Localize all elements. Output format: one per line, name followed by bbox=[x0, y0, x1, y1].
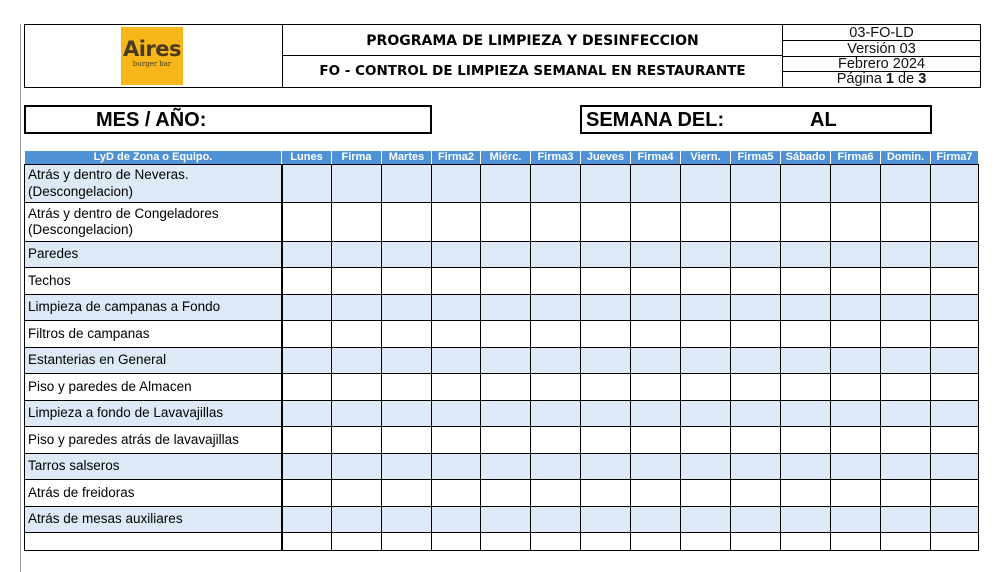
day-check-cell[interactable] bbox=[382, 203, 432, 242]
signature-cell[interactable] bbox=[731, 295, 781, 321]
zone-cell bbox=[25, 427, 282, 454]
signature-cell[interactable] bbox=[531, 203, 581, 242]
day-check-cell[interactable] bbox=[282, 165, 332, 203]
day-check-cell[interactable] bbox=[881, 321, 931, 348]
signature-cell[interactable] bbox=[631, 454, 681, 480]
document-subtitle: FO - CONTROL DE LIMPIEZA SEMANAL EN RESTAURANTE bbox=[319, 63, 746, 79]
day-check-cell[interactable] bbox=[282, 401, 332, 427]
day-check-cell[interactable] bbox=[681, 401, 731, 427]
signature-cell[interactable] bbox=[332, 203, 382, 242]
day-check-cell[interactable] bbox=[781, 203, 831, 242]
signature-cell[interactable] bbox=[731, 533, 781, 551]
day-check-cell[interactable] bbox=[481, 427, 531, 454]
day-check-cell[interactable] bbox=[481, 203, 531, 242]
signature-cell[interactable] bbox=[531, 242, 581, 268]
signature-cell[interactable] bbox=[931, 203, 979, 242]
table-row bbox=[25, 295, 979, 321]
signature-cell[interactable] bbox=[531, 374, 581, 401]
signature-cell[interactable] bbox=[631, 242, 681, 268]
day-check-cell[interactable] bbox=[481, 507, 531, 533]
day-check-cell[interactable] bbox=[382, 507, 432, 533]
column-header-3: Martes bbox=[382, 151, 432, 165]
day-check-cell[interactable] bbox=[282, 454, 332, 480]
day-check-cell[interactable] bbox=[382, 533, 432, 551]
day-check-cell[interactable] bbox=[581, 454, 631, 480]
logo-cell bbox=[25, 25, 283, 87]
document-code-cell bbox=[783, 25, 980, 87]
day-check-cell[interactable] bbox=[581, 427, 631, 454]
title-cell bbox=[283, 25, 783, 87]
signature-cell[interactable] bbox=[531, 454, 581, 480]
zone-cell bbox=[25, 295, 282, 321]
day-check-cell[interactable] bbox=[581, 268, 631, 295]
signature-cell[interactable] bbox=[432, 480, 481, 507]
day-check-cell[interactable] bbox=[781, 242, 831, 268]
day-check-cell[interactable] bbox=[382, 348, 432, 374]
column-header-4: Firma2 bbox=[432, 151, 481, 165]
signature-cell[interactable] bbox=[731, 348, 781, 374]
signature-cell[interactable] bbox=[332, 427, 382, 454]
zone-cell bbox=[25, 268, 282, 295]
day-check-cell[interactable] bbox=[581, 507, 631, 533]
day-check-cell[interactable] bbox=[581, 203, 631, 242]
column-header-1: Lunes bbox=[282, 151, 332, 165]
day-check-cell[interactable] bbox=[282, 533, 332, 551]
day-check-cell[interactable] bbox=[581, 348, 631, 374]
day-check-cell[interactable] bbox=[382, 242, 432, 268]
signature-cell[interactable] bbox=[432, 348, 481, 374]
signature-cell[interactable] bbox=[332, 242, 382, 268]
signature-cell[interactable] bbox=[531, 480, 581, 507]
column-header-10: Firma5 bbox=[731, 151, 781, 165]
signature-cell[interactable] bbox=[531, 295, 581, 321]
day-check-cell[interactable] bbox=[382, 295, 432, 321]
day-check-cell[interactable] bbox=[581, 480, 631, 507]
signature-cell[interactable] bbox=[831, 533, 881, 551]
signature-cell[interactable] bbox=[931, 268, 979, 295]
day-check-cell[interactable] bbox=[382, 480, 432, 507]
day-check-cell[interactable] bbox=[681, 268, 731, 295]
signature-cell[interactable] bbox=[631, 295, 681, 321]
signature-cell[interactable] bbox=[831, 507, 881, 533]
day-check-cell[interactable] bbox=[681, 203, 731, 242]
zone-cell bbox=[25, 165, 282, 203]
week-from-label: SEMANA DEL: bbox=[586, 109, 725, 131]
signature-cell[interactable] bbox=[831, 348, 881, 374]
day-check-cell[interactable] bbox=[481, 533, 531, 551]
day-check-cell[interactable] bbox=[282, 427, 332, 454]
day-check-cell[interactable] bbox=[282, 507, 332, 533]
signature-cell[interactable] bbox=[731, 321, 781, 348]
table-row bbox=[25, 268, 979, 295]
zone-cell bbox=[25, 321, 282, 348]
signature-cell[interactable] bbox=[631, 321, 681, 348]
signature-cell[interactable] bbox=[831, 268, 881, 295]
signature-cell[interactable] bbox=[332, 480, 382, 507]
signature-cell[interactable] bbox=[531, 321, 581, 348]
signature-cell[interactable] bbox=[631, 480, 681, 507]
signature-cell[interactable] bbox=[531, 348, 581, 374]
table-row bbox=[25, 427, 979, 454]
day-check-cell[interactable] bbox=[282, 480, 332, 507]
signature-cell[interactable] bbox=[831, 295, 881, 321]
day-check-cell[interactable] bbox=[681, 480, 731, 507]
signature-cell[interactable] bbox=[931, 427, 979, 454]
signature-cell[interactable] bbox=[931, 295, 979, 321]
day-check-cell[interactable] bbox=[681, 295, 731, 321]
signature-cell[interactable] bbox=[731, 401, 781, 427]
signature-cell[interactable] bbox=[631, 427, 681, 454]
signature-cell[interactable] bbox=[332, 321, 382, 348]
table-row bbox=[25, 348, 979, 374]
day-check-cell[interactable] bbox=[781, 295, 831, 321]
document-header bbox=[24, 24, 981, 88]
document-title: PROGRAMA DE LIMPIEZA Y DESINFECCION bbox=[283, 25, 782, 56]
zone-label: Paredes bbox=[28, 246, 79, 262]
zone-label-detail: (Descongelacion) bbox=[28, 183, 134, 199]
day-check-cell[interactable] bbox=[282, 242, 332, 268]
day-check-cell[interactable] bbox=[781, 321, 831, 348]
zone-cell bbox=[25, 348, 282, 374]
zone-label: Atrás y dentro de Neveras. bbox=[28, 167, 189, 182]
signature-cell[interactable] bbox=[731, 480, 781, 507]
table-row bbox=[25, 165, 979, 203]
day-check-cell[interactable] bbox=[681, 165, 731, 203]
signature-cell[interactable] bbox=[831, 427, 881, 454]
signature-cell[interactable] bbox=[631, 401, 681, 427]
signature-cell[interactable] bbox=[332, 507, 382, 533]
signature-cell[interactable] bbox=[731, 268, 781, 295]
signature-cell[interactable] bbox=[332, 401, 382, 427]
zone-label: Limpieza de campanas a Fondo bbox=[28, 299, 221, 315]
day-check-cell[interactable] bbox=[282, 374, 332, 401]
day-check-cell[interactable] bbox=[481, 374, 531, 401]
signature-cell[interactable] bbox=[332, 454, 382, 480]
signature-cell[interactable] bbox=[332, 165, 382, 203]
signature-cell[interactable] bbox=[332, 295, 382, 321]
signature-cell[interactable] bbox=[631, 348, 681, 374]
day-check-cell[interactable] bbox=[781, 348, 831, 374]
zone-label: Tarros salseros bbox=[28, 458, 120, 474]
signature-cell[interactable] bbox=[531, 165, 581, 203]
column-header-zone: LyD de Zona o Equipo. bbox=[25, 151, 282, 165]
table-row bbox=[25, 321, 979, 348]
zone-label: Atrás y dentro de Congeladores bbox=[28, 205, 219, 221]
signature-cell[interactable] bbox=[531, 268, 581, 295]
signature-cell[interactable] bbox=[831, 401, 881, 427]
signature-cell[interactable] bbox=[531, 401, 581, 427]
signature-cell[interactable] bbox=[931, 454, 979, 480]
signature-cell[interactable] bbox=[631, 268, 681, 295]
column-header-7: Jueves bbox=[581, 151, 631, 165]
column-header-8: Firma4 bbox=[631, 151, 681, 165]
day-check-cell[interactable] bbox=[382, 268, 432, 295]
signature-cell[interactable] bbox=[631, 533, 681, 551]
day-check-cell[interactable] bbox=[881, 165, 931, 203]
signature-cell[interactable] bbox=[931, 321, 979, 348]
day-check-cell[interactable] bbox=[581, 401, 631, 427]
day-check-cell[interactable] bbox=[881, 427, 931, 454]
day-check-cell[interactable] bbox=[481, 268, 531, 295]
signature-cell[interactable] bbox=[731, 242, 781, 268]
signature-cell[interactable] bbox=[831, 242, 881, 268]
zone-label: Filtros de campanas bbox=[28, 325, 150, 341]
day-check-cell[interactable] bbox=[481, 165, 531, 203]
week-to-label: AL bbox=[810, 109, 837, 131]
signature-cell[interactable] bbox=[631, 507, 681, 533]
day-check-cell[interactable] bbox=[581, 242, 631, 268]
cleaning-schedule-table bbox=[24, 150, 979, 551]
day-check-cell[interactable] bbox=[881, 507, 931, 533]
zone-cell bbox=[25, 454, 282, 480]
day-check-cell[interactable] bbox=[282, 295, 332, 321]
signature-cell[interactable] bbox=[432, 242, 481, 268]
signature-cell[interactable] bbox=[931, 533, 979, 551]
day-check-cell[interactable] bbox=[382, 454, 432, 480]
day-check-cell[interactable] bbox=[781, 165, 831, 203]
zone-label: Atrás de freidoras bbox=[28, 484, 135, 500]
day-check-cell[interactable] bbox=[581, 321, 631, 348]
day-check-cell[interactable] bbox=[382, 401, 432, 427]
zone-label: Estanterias en General bbox=[28, 352, 167, 368]
day-check-cell[interactable] bbox=[881, 295, 931, 321]
table-row bbox=[25, 374, 979, 401]
signature-cell[interactable] bbox=[931, 348, 979, 374]
signature-cell[interactable] bbox=[432, 401, 481, 427]
day-check-cell[interactable] bbox=[781, 427, 831, 454]
day-check-cell[interactable] bbox=[781, 401, 831, 427]
day-check-cell[interactable] bbox=[681, 454, 731, 480]
day-check-cell[interactable] bbox=[282, 348, 332, 374]
zone-label: Atrás de mesas auxiliares bbox=[28, 511, 183, 527]
signature-cell[interactable] bbox=[332, 533, 382, 551]
signature-cell[interactable] bbox=[831, 374, 881, 401]
day-check-cell[interactable] bbox=[581, 295, 631, 321]
aires-logo bbox=[121, 27, 183, 85]
signature-cell[interactable] bbox=[931, 374, 979, 401]
day-check-cell[interactable] bbox=[581, 374, 631, 401]
table-header-row bbox=[25, 151, 979, 165]
day-check-cell[interactable] bbox=[282, 203, 332, 242]
day-check-cell[interactable] bbox=[282, 268, 332, 295]
day-check-cell[interactable] bbox=[681, 242, 731, 268]
column-header-2: Firma bbox=[332, 151, 382, 165]
signature-cell[interactable] bbox=[831, 454, 881, 480]
signature-cell[interactable] bbox=[831, 203, 881, 242]
day-check-cell[interactable] bbox=[581, 165, 631, 203]
column-header-5: Miérc. bbox=[481, 151, 531, 165]
day-check-cell[interactable] bbox=[481, 348, 531, 374]
day-check-cell[interactable] bbox=[881, 374, 931, 401]
column-header-11: Sábado bbox=[781, 151, 831, 165]
day-check-cell[interactable] bbox=[681, 321, 731, 348]
signature-cell[interactable] bbox=[731, 507, 781, 533]
day-check-cell[interactable] bbox=[681, 507, 731, 533]
page-edge-rule bbox=[20, 24, 21, 572]
table-row bbox=[25, 480, 979, 507]
signature-cell[interactable] bbox=[831, 165, 881, 203]
day-check-cell[interactable] bbox=[781, 374, 831, 401]
zone-cell bbox=[25, 374, 282, 401]
zone-label: Limpieza a fondo de Lavavajillas bbox=[28, 405, 224, 421]
zone-label-detail: (Descongelacion) bbox=[28, 222, 134, 237]
signature-cell[interactable] bbox=[731, 165, 781, 203]
month-year-field[interactable] bbox=[24, 105, 432, 134]
day-check-cell[interactable] bbox=[781, 268, 831, 295]
day-check-cell[interactable] bbox=[681, 427, 731, 454]
signature-cell[interactable] bbox=[531, 533, 581, 551]
document-code: 03-FO-LD bbox=[783, 25, 980, 41]
table-row bbox=[25, 454, 979, 480]
signature-cell[interactable] bbox=[332, 374, 382, 401]
day-check-cell[interactable] bbox=[481, 242, 531, 268]
logo-text: Aires bbox=[122, 37, 182, 61]
signature-cell[interactable] bbox=[432, 321, 481, 348]
day-check-cell[interactable] bbox=[881, 480, 931, 507]
day-check-cell[interactable] bbox=[481, 480, 531, 507]
column-header-13: Domin. bbox=[881, 151, 931, 165]
day-check-cell[interactable] bbox=[781, 480, 831, 507]
signature-cell[interactable] bbox=[731, 427, 781, 454]
day-check-cell[interactable] bbox=[781, 507, 831, 533]
zone-label: Piso y paredes de Almacen bbox=[28, 378, 192, 394]
zone-cell bbox=[25, 507, 282, 533]
day-check-cell[interactable] bbox=[681, 348, 731, 374]
signature-cell[interactable] bbox=[831, 321, 881, 348]
table-row bbox=[25, 203, 979, 242]
document-date: Febrero 2024 bbox=[783, 57, 980, 72]
day-check-cell[interactable] bbox=[881, 242, 931, 268]
signature-cell[interactable] bbox=[931, 165, 979, 203]
day-check-cell[interactable] bbox=[881, 533, 931, 551]
signature-cell[interactable] bbox=[731, 454, 781, 480]
signature-cell[interactable] bbox=[432, 427, 481, 454]
signature-cell[interactable] bbox=[432, 165, 481, 203]
signature-cell[interactable] bbox=[332, 268, 382, 295]
week-range-field[interactable] bbox=[580, 105, 932, 134]
day-check-cell[interactable] bbox=[681, 533, 731, 551]
signature-cell[interactable] bbox=[931, 242, 979, 268]
signature-cell[interactable] bbox=[432, 268, 481, 295]
signature-cell[interactable] bbox=[631, 203, 681, 242]
zone-cell bbox=[25, 401, 282, 427]
day-check-cell[interactable] bbox=[881, 348, 931, 374]
day-check-cell[interactable] bbox=[881, 268, 931, 295]
zone-cell bbox=[25, 242, 282, 268]
day-check-cell[interactable] bbox=[282, 321, 332, 348]
signature-cell[interactable] bbox=[831, 480, 881, 507]
day-check-cell[interactable] bbox=[681, 374, 731, 401]
day-check-cell[interactable] bbox=[481, 401, 531, 427]
signature-cell[interactable] bbox=[931, 480, 979, 507]
signature-cell[interactable] bbox=[731, 374, 781, 401]
column-header-12: Firma6 bbox=[831, 151, 881, 165]
day-check-cell[interactable] bbox=[382, 165, 432, 203]
day-check-cell[interactable] bbox=[481, 321, 531, 348]
day-check-cell[interactable] bbox=[781, 454, 831, 480]
day-check-cell[interactable] bbox=[881, 454, 931, 480]
table-row bbox=[25, 507, 979, 533]
day-check-cell[interactable] bbox=[581, 533, 631, 551]
logo-subtext: burger bar bbox=[132, 60, 172, 68]
day-check-cell[interactable] bbox=[382, 427, 432, 454]
signature-cell[interactable] bbox=[731, 203, 781, 242]
month-year-label: MES / AÑO: bbox=[96, 109, 207, 131]
day-check-cell[interactable] bbox=[382, 321, 432, 348]
day-check-cell[interactable] bbox=[781, 533, 831, 551]
signature-cell[interactable] bbox=[432, 295, 481, 321]
column-header-6: Firma3 bbox=[531, 151, 581, 165]
signature-cell[interactable] bbox=[432, 507, 481, 533]
zone-cell bbox=[25, 480, 282, 507]
column-header-9: Viern. bbox=[681, 151, 731, 165]
zone-label: Techos bbox=[28, 272, 71, 288]
day-check-cell[interactable] bbox=[481, 295, 531, 321]
document-version: Versión 03 bbox=[783, 41, 980, 57]
zone-cell bbox=[25, 203, 282, 242]
table-row bbox=[25, 401, 979, 427]
table-row bbox=[25, 533, 979, 551]
day-check-cell[interactable] bbox=[881, 203, 931, 242]
signature-cell[interactable] bbox=[631, 374, 681, 401]
day-check-cell[interactable] bbox=[481, 454, 531, 480]
signature-cell[interactable] bbox=[432, 374, 481, 401]
day-check-cell[interactable] bbox=[881, 401, 931, 427]
zone-cell bbox=[25, 533, 282, 551]
signature-cell[interactable] bbox=[332, 348, 382, 374]
signature-cell[interactable] bbox=[931, 401, 979, 427]
day-check-cell[interactable] bbox=[382, 374, 432, 401]
signature-cell[interactable] bbox=[531, 507, 581, 533]
signature-cell[interactable] bbox=[931, 507, 979, 533]
zone-label: Piso y paredes atrás de lavavajillas bbox=[28, 431, 239, 447]
signature-cell[interactable] bbox=[531, 427, 581, 454]
page-number: Página 1 de 3 bbox=[836, 71, 927, 87]
column-header-14: Firma7 bbox=[931, 151, 979, 165]
table-row bbox=[25, 242, 979, 268]
signature-cell[interactable] bbox=[631, 165, 681, 203]
signature-cell[interactable] bbox=[432, 203, 481, 242]
signature-cell[interactable] bbox=[432, 533, 481, 551]
signature-cell[interactable] bbox=[432, 454, 481, 480]
